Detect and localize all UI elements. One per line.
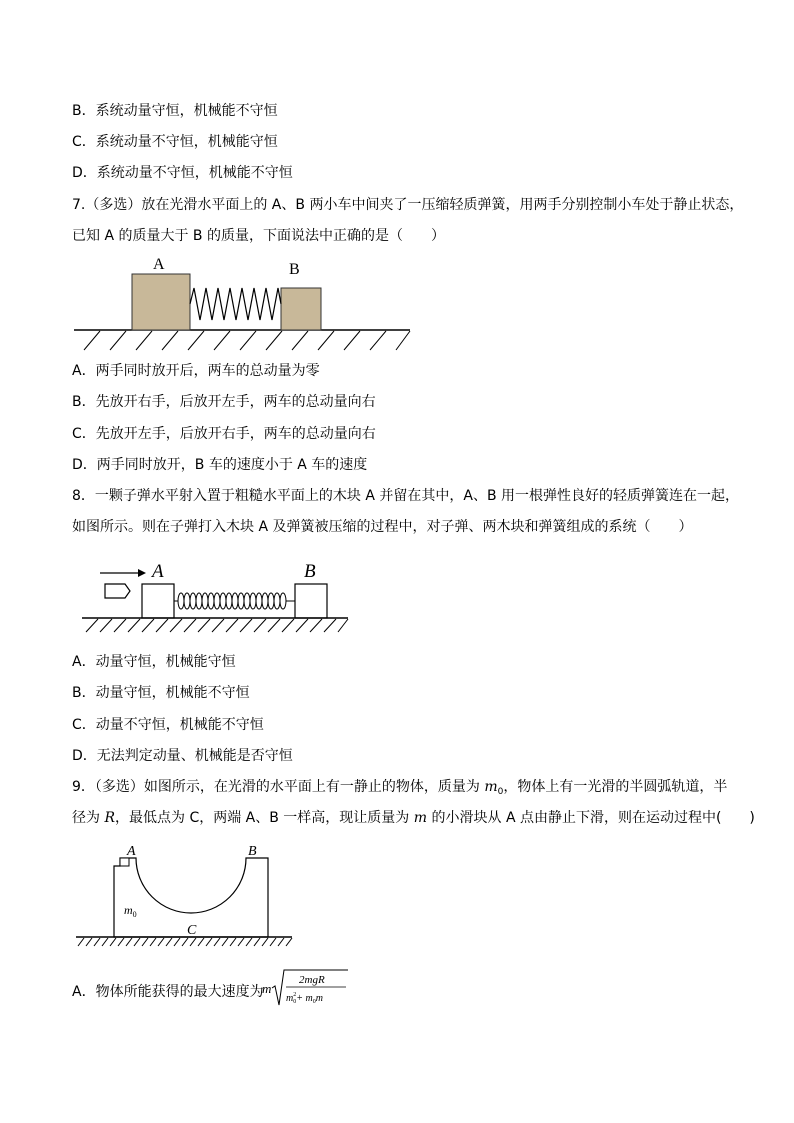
q9-stem1-m: m bbox=[484, 779, 498, 795]
q8-stem-line2: 如图所示。则在子弹打入木块 A 及弹簧被压缩的过程中，对子弹、两木块和弹簧组成的系统（ ） bbox=[72, 519, 693, 535]
q8-label-b: B bbox=[304, 561, 316, 582]
q9-label-b: B bbox=[248, 844, 257, 859]
q8-option-b: B．动量守恒，机械能不守恒 bbox=[72, 685, 250, 701]
q8-option-c: C．动量不守恒，机械能不守恒 bbox=[72, 717, 264, 733]
compressed-spring bbox=[190, 288, 281, 320]
q8-stem-line1: 8．一颗子弹水平射入置于粗糙水平面上的木块 A 并留在其中，A、B 用一根弹性良好的轻质弹簧连在一起， bbox=[72, 488, 740, 504]
q8-option-d: D．无法判定动量、机械能是否守恒 bbox=[72, 748, 293, 764]
q7-figure bbox=[70, 254, 415, 354]
cart-a-block bbox=[132, 274, 190, 330]
formula-denom-m1: m bbox=[286, 993, 294, 1004]
formula-numerator: 2mgR bbox=[299, 974, 325, 986]
formula-coef-m: m bbox=[262, 981, 272, 996]
q8-label-a: A bbox=[152, 561, 164, 582]
formula-denom-m2: + m bbox=[296, 993, 313, 1004]
q9-formula bbox=[262, 966, 352, 1010]
q9-stem2-part-b: ，最低点为 C，两端 A、B 一样高，现让质量为 bbox=[115, 810, 414, 826]
q9-stem1-part-a: 9．（多选）如图所示，在光滑的水平面上有一静止的物体，质量为 bbox=[72, 779, 485, 795]
formula-denom-sub2: 0 bbox=[312, 999, 316, 1005]
q6-option-d: D．系统动量不守恒，机械能不守恒 bbox=[72, 165, 293, 181]
q7-option-b: B．先放开右手，后放开左手，两车的总动量向右 bbox=[72, 394, 376, 410]
formula-denom-sub1: 0 bbox=[293, 999, 297, 1005]
block-a bbox=[142, 584, 174, 618]
q9-label-c: C bbox=[187, 923, 197, 938]
q7-option-c: C．先放开左手，后放开右手，两车的总动量向右 bbox=[72, 426, 376, 442]
q7-stem-line1: 7.（多选）放在光滑水平面上的 A、B 两小车中间夹了一压缩轻质弹簧，用两手分别控制小车处于静止状态， bbox=[72, 197, 744, 213]
q9-stem-line2 bbox=[72, 808, 755, 828]
q8-arrow bbox=[100, 569, 146, 577]
q9-stem1-part-b: ，物体上有一光滑的半圆弧轨道，半 bbox=[503, 779, 728, 795]
q9-label-a: A bbox=[127, 844, 136, 859]
q7-ground bbox=[74, 330, 410, 350]
q9-ground bbox=[76, 937, 292, 946]
q6-option-b: B．系统动量守恒，机械能不守恒 bbox=[72, 103, 278, 119]
q9-stem2-r: R bbox=[104, 810, 115, 826]
formula-denominator bbox=[286, 992, 323, 1005]
q9-stem1-sub: 0 bbox=[497, 787, 504, 797]
q8-figure bbox=[78, 556, 358, 636]
q8-option-a: A．动量守恒，机械能守恒 bbox=[72, 654, 236, 670]
q9-label-m-sub: 0 bbox=[132, 910, 137, 919]
q9-stem2-part-a: 径为 bbox=[72, 810, 105, 826]
bullet-shape bbox=[105, 584, 130, 598]
q8-ground bbox=[82, 618, 348, 632]
q7-option-a: A．两手同时放开后，两车的总动量为零 bbox=[72, 363, 320, 379]
q7-label-a: A bbox=[153, 256, 165, 273]
cart-b-block bbox=[281, 288, 321, 330]
q6-option-c: C．系统动量不守恒，机械能守恒 bbox=[72, 134, 278, 150]
q9-stem2-part-c: 的小滑块从 A 点由静止下滑，则在运动过程中( ) bbox=[427, 810, 755, 826]
q9-stem2-m: m bbox=[413, 810, 428, 826]
formula-denom-sup: 2 bbox=[293, 992, 297, 998]
q7-label-b: B bbox=[289, 261, 300, 278]
q7-option-d: D．两手同时放开，B 车的速度小于 A 车的速度 bbox=[72, 457, 368, 473]
q9-stem-line1 bbox=[72, 777, 727, 802]
q7-stem-line2: 已知 A 的质量大于 B 的质量，下面说法中正确的是（ ） bbox=[72, 228, 445, 244]
block-b bbox=[295, 584, 327, 618]
formula-denom-m3: m bbox=[315, 993, 323, 1004]
q9-option-a: A．物体所能获得的最大速度为 bbox=[72, 984, 264, 1000]
q9-figure bbox=[72, 840, 297, 952]
small-slider bbox=[120, 858, 129, 866]
coil-spring bbox=[174, 593, 295, 609]
q9-label-m: m bbox=[124, 903, 133, 917]
